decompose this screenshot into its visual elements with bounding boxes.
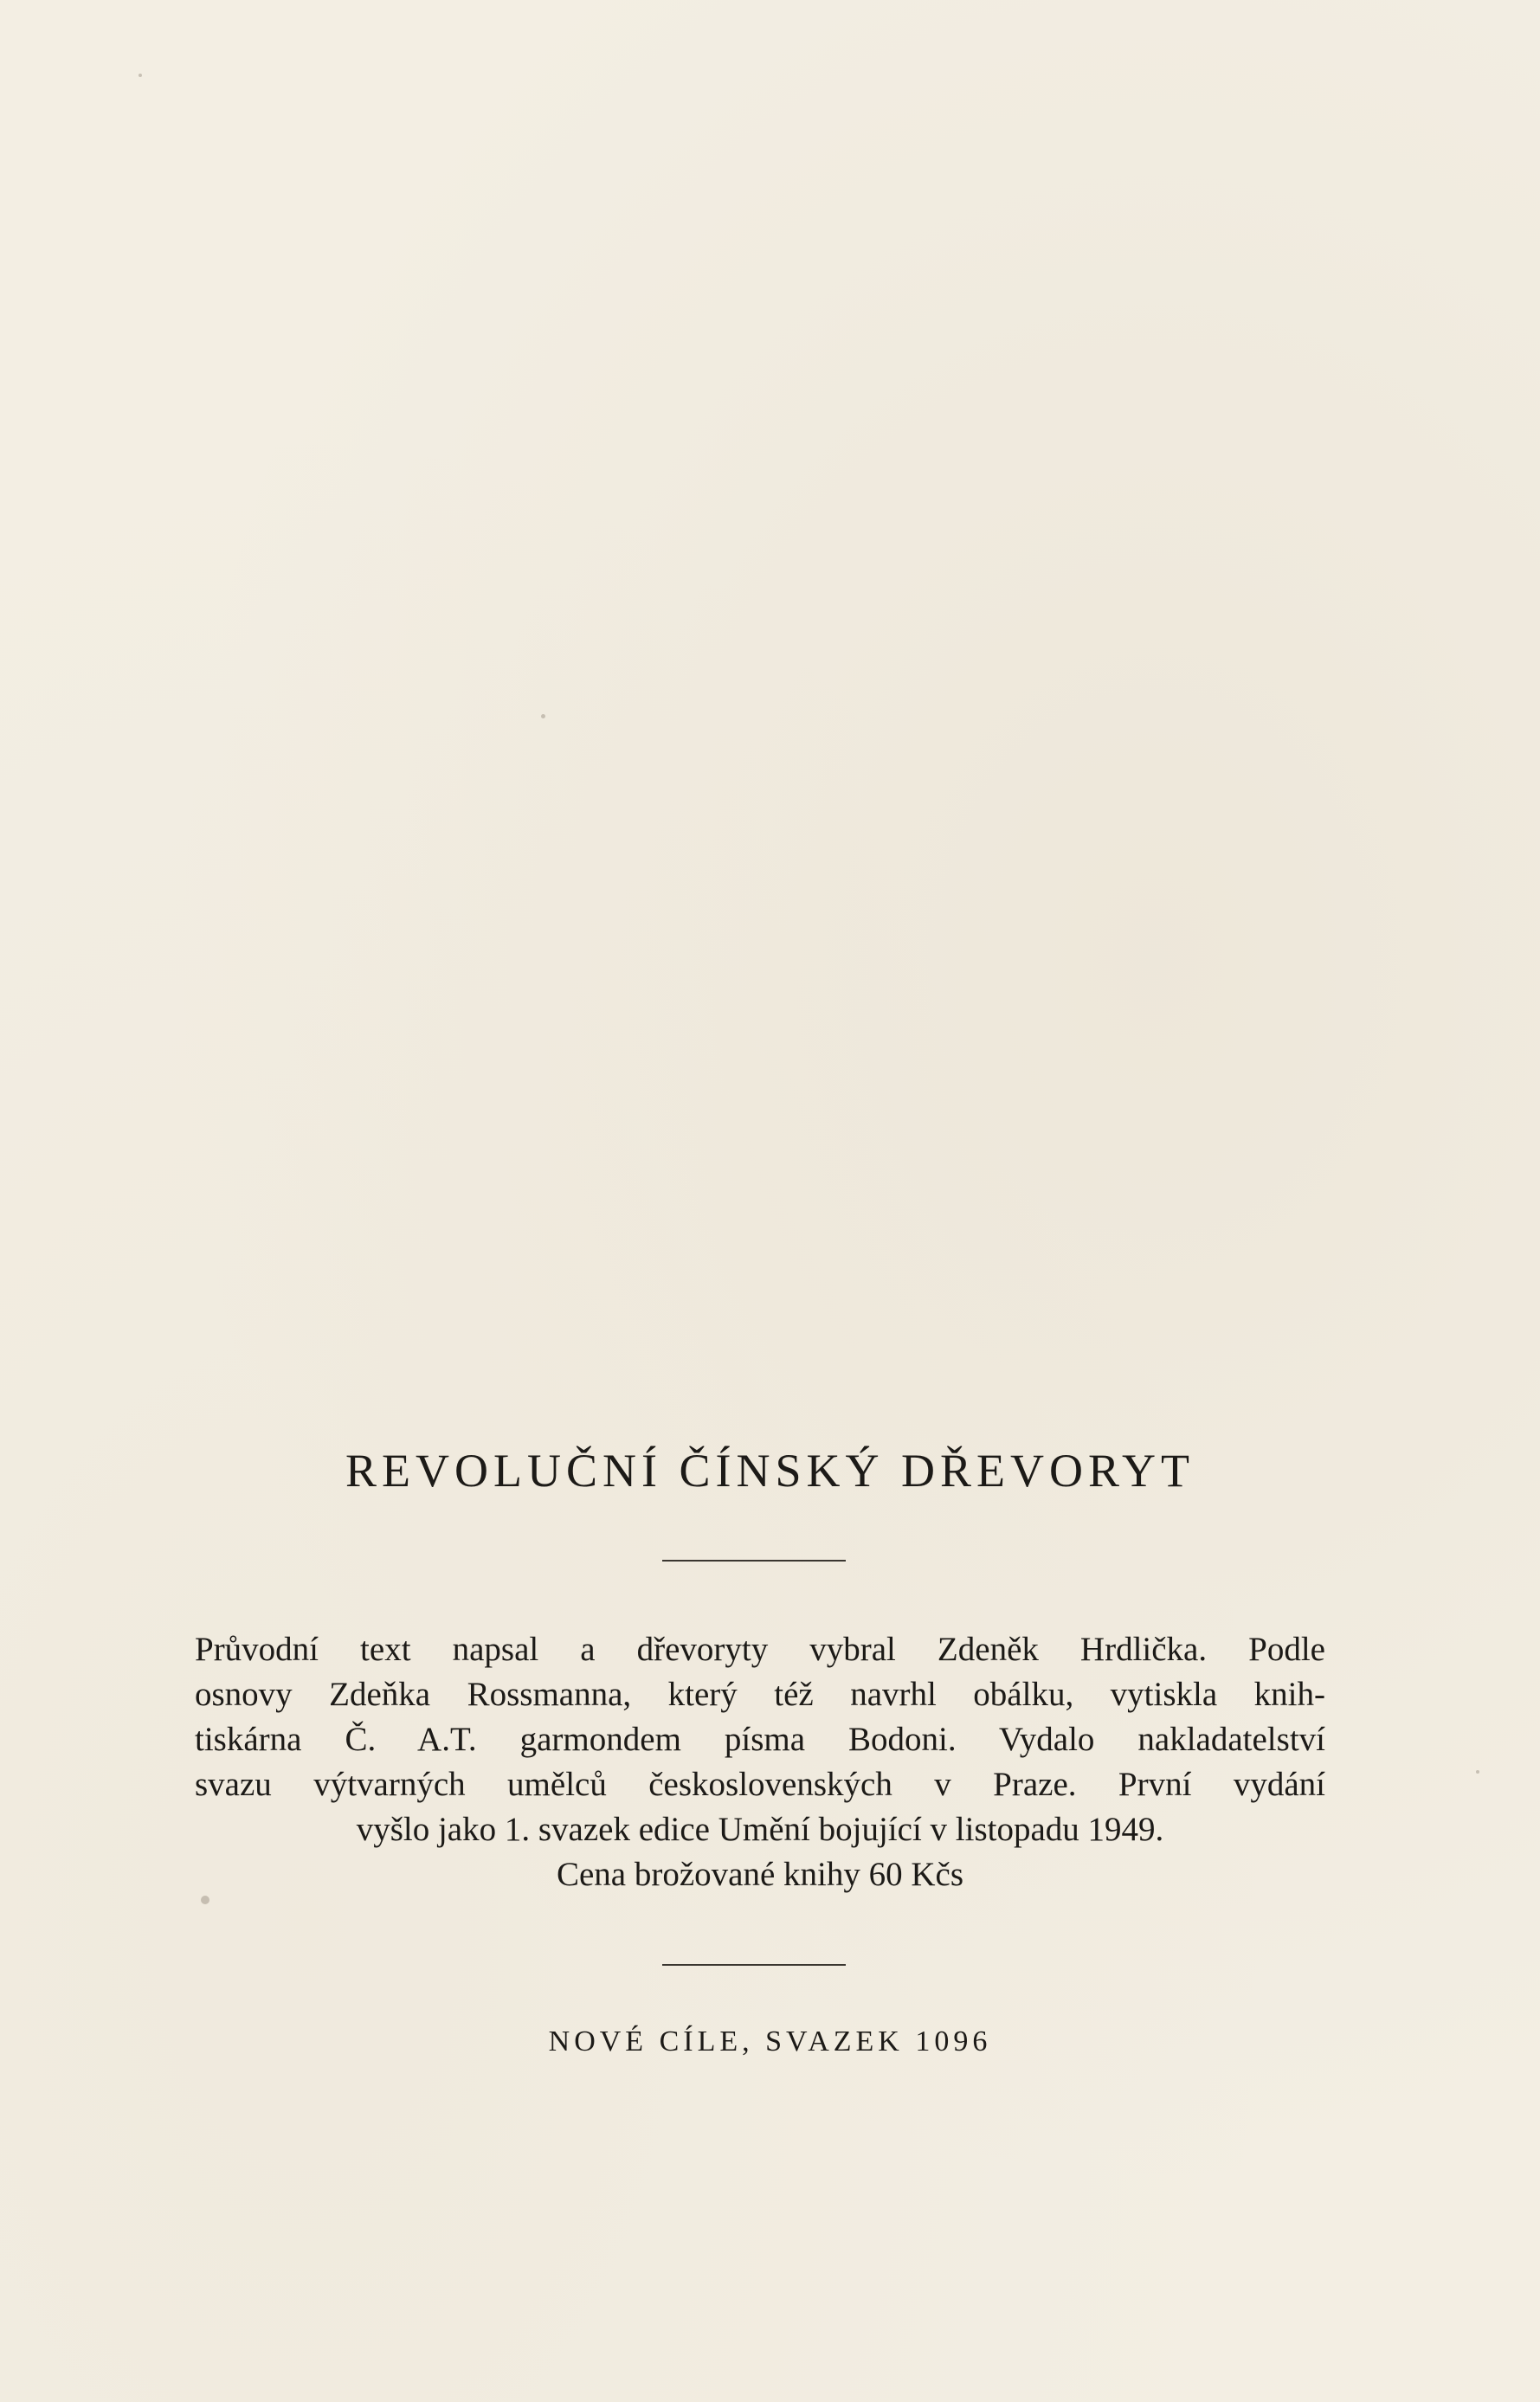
title-divider xyxy=(662,1560,846,1562)
colophon-line-3: tiskárna Č. A.T. garmondem písma Bodoni. Vydalo nakladatelství xyxy=(195,1721,1325,1758)
colophon-text xyxy=(195,1627,1325,1897)
series-divider xyxy=(662,1964,846,1966)
colophon-line-2: osnovy Zdeňka Rossmanna, který též navrhl obálku, vytiskla knih- xyxy=(195,1676,1325,1713)
book-title: REVOLUČNÍ ČÍNSKÝ DŘEVORYT xyxy=(345,1445,1195,1497)
colophon-line-5: vyšlo jako 1. svazek edice Umění bojující v listopadu 1949. xyxy=(356,1811,1164,1848)
colophon-line-1: Průvodní text napsal a dřevoryty vybral Zdeněk Hrdlička. Podle xyxy=(195,1631,1325,1668)
paper-speck xyxy=(541,714,545,718)
colophon-price-line: Cena brožované knihy 60 Kčs xyxy=(556,1856,964,1893)
colophon-line-4: svazu výtvarných umělců československých v Praze. První vydání xyxy=(195,1766,1325,1803)
paper-speck xyxy=(1476,1770,1479,1774)
paper-speck xyxy=(139,74,142,77)
paper-speck xyxy=(201,1896,209,1904)
series-imprint: NOVÉ CÍLE, SVAZEK 1096 xyxy=(548,2025,992,2057)
